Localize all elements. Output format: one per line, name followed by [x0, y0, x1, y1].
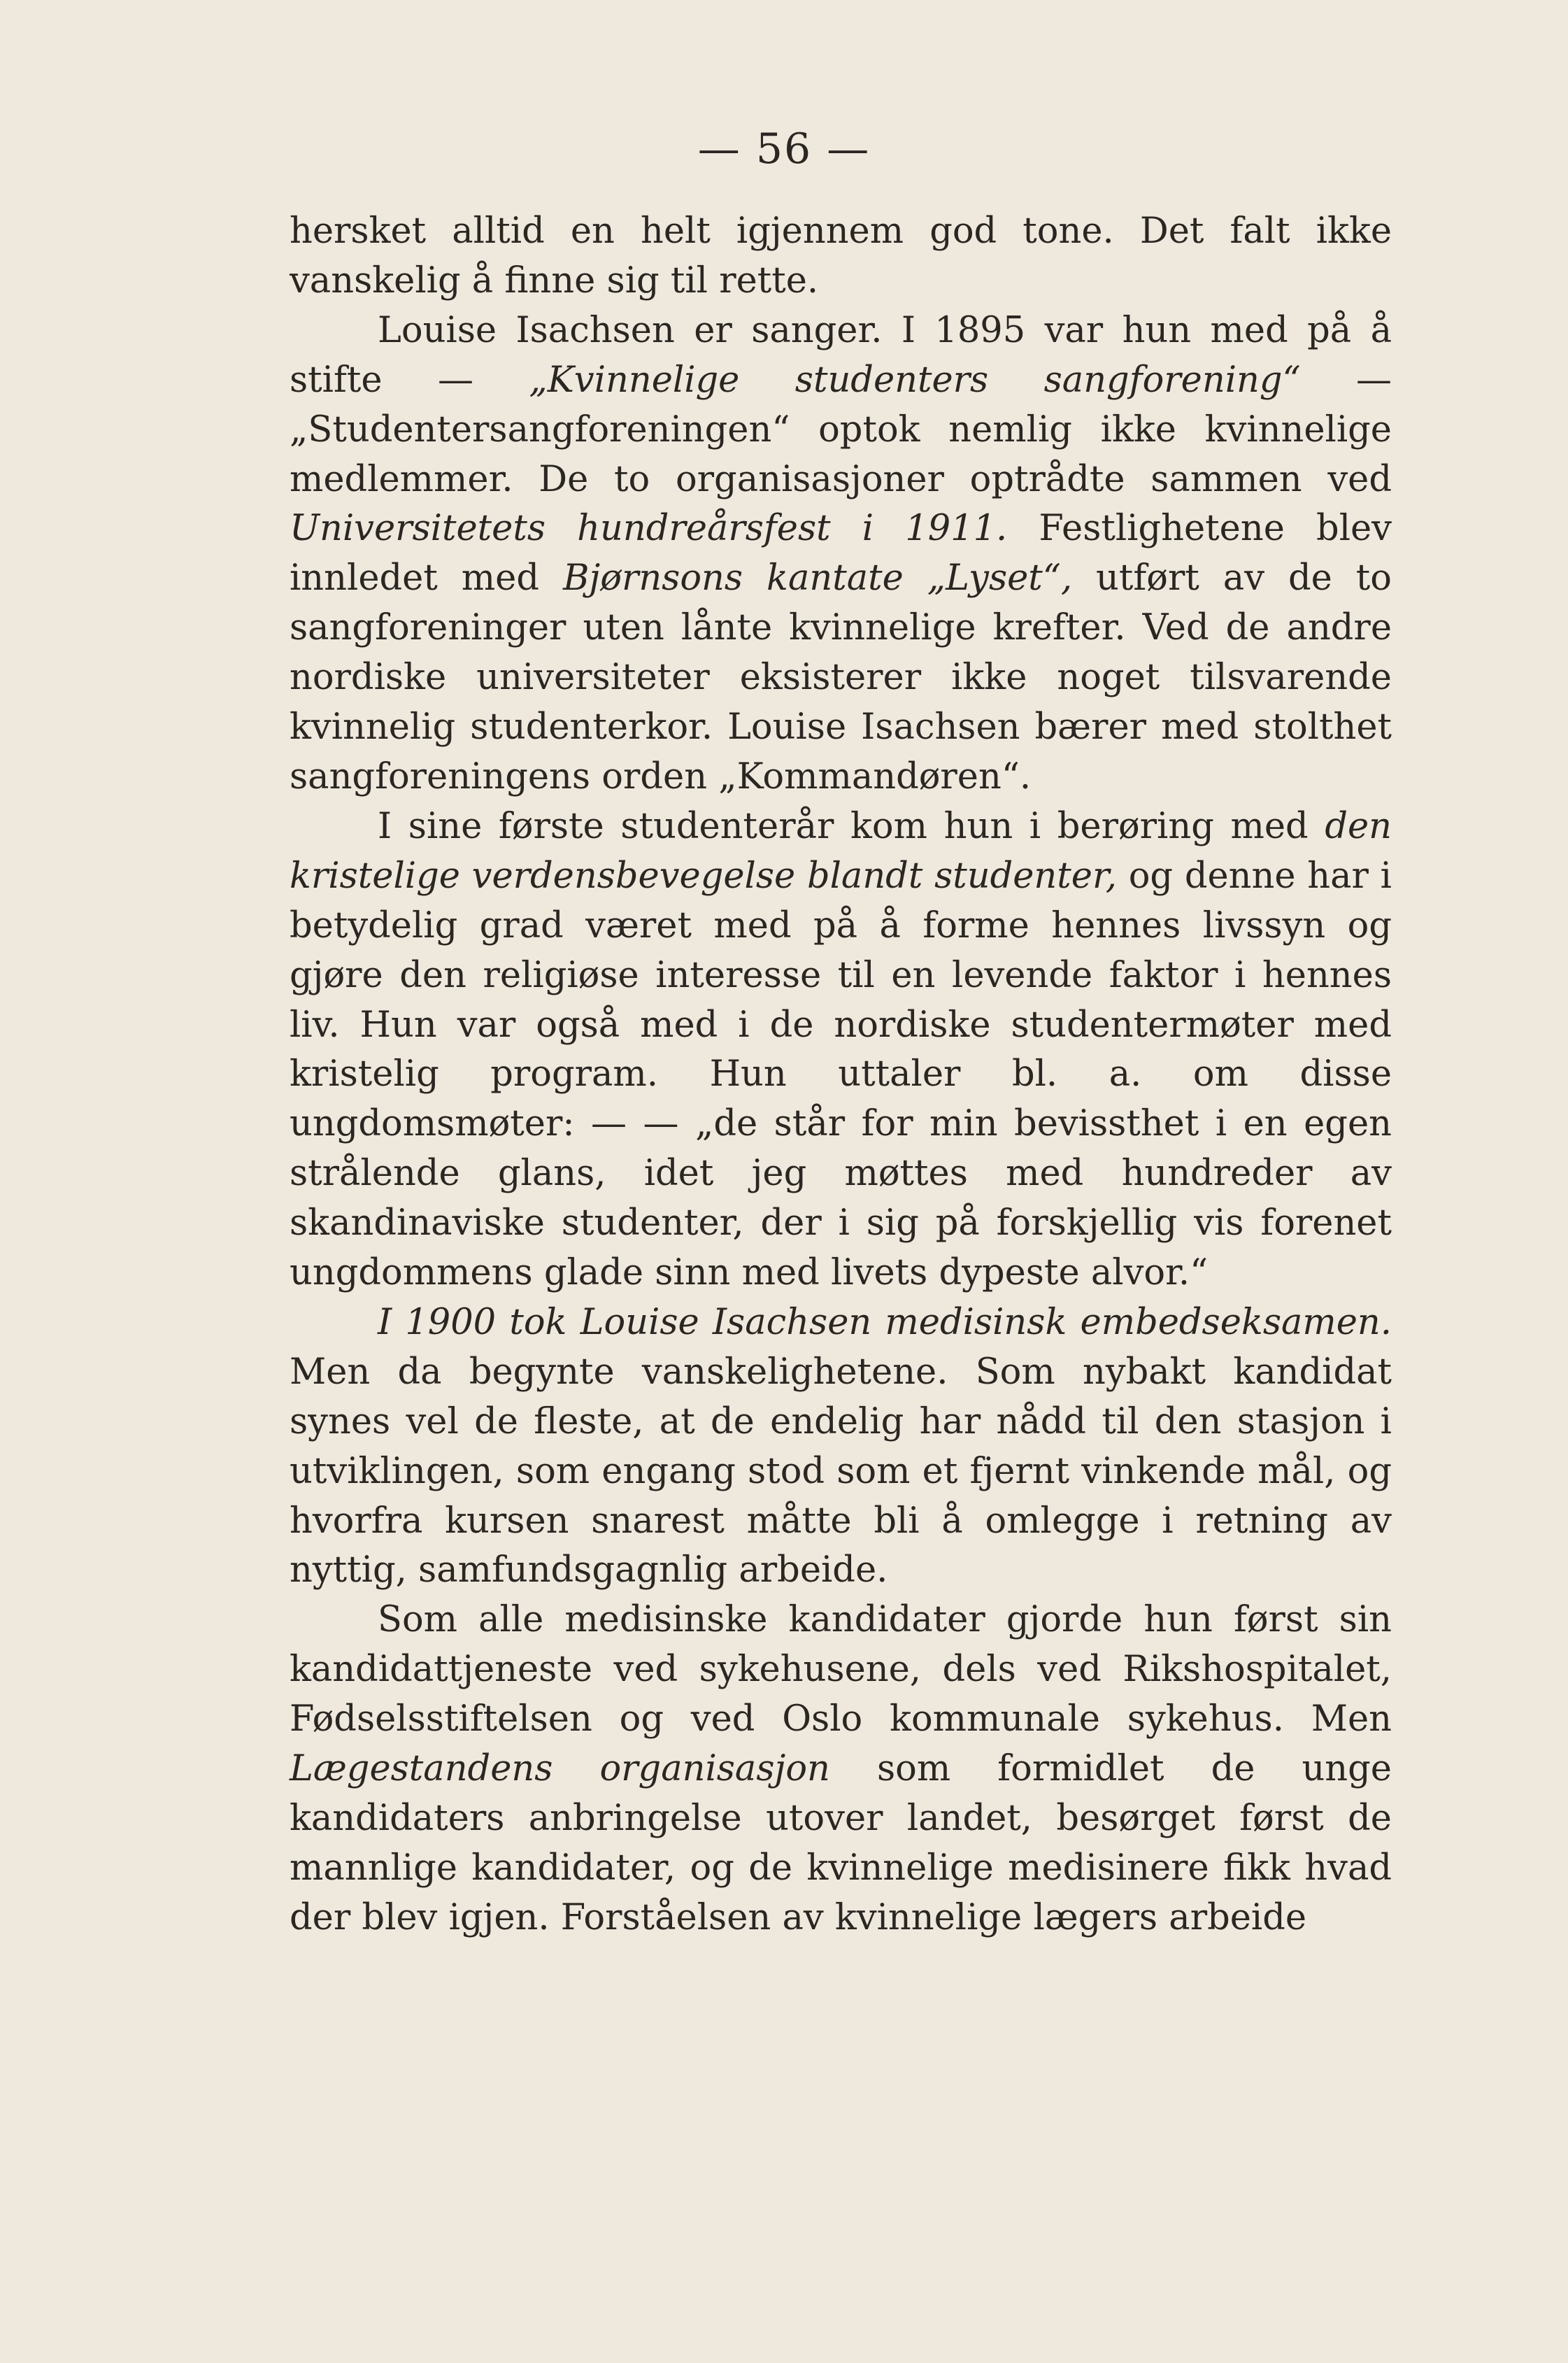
- text-segment: Men da begynte vanskelighetene. Som nybakt kandidat synes vel de fleste, at de endelig har nådd til den stasjon i utviklingen, som engang stod som et fjernt vinkende mål, og hvorfra kursen snarest måtte bli å omlegge i retning av nyttig, samfundsgagnlig arbeide.: [290, 1351, 1392, 1591]
- text-segment: I sine første studenterår kom hun i berøring med: [378, 805, 1325, 847]
- text-segment: utført av de to sangforeninger uten lånte kvinnelige krefter. Ved de andre nordiske universiteter eksisterer ikke noget tilsvarende kvinnelig studenterkor. Louise Isachsen bærer med stolthet sangforeningens orden „Kommandøren“.: [290, 558, 1392, 797]
- text-segment: som formidlet de unge kandidaters anbringelse utover landet, besørget først de mannlige kandidater, og de kvinnelige medisinere fikk hvad der blev igjen. Forståelsen av kvinnelige lægers arbeide: [290, 1748, 1392, 1938]
- italic-segment: den kristelige verdensbevegelse blandt studenter,: [290, 805, 1392, 897]
- body-text: [290, 207, 1392, 1943]
- text-segment: Som alle medisinske kandidater gjorde hun først sin kandidattjeneste ved sykehusene, dels ved Rikshospitalet, Fødselsstiftelsen og ved Oslo kommunale sykehus. Men: [290, 1599, 1392, 1740]
- text-segment: og denne har i betydelig grad været med på å forme hennes livssyn og gjøre den religiøse interesse til en levende faktor i hennes liv. Hun var også med i de nordiske studentermøter med kristelig program. Hun uttaler bl. a. om disse ungdomsmøter: — — „de står for min bevissthet i en egen strålende glans, idet jeg møttes med hundreder av skandinaviske studenter, der i sig på forskjellig vis forenet ungdommens glade sinn med livets dypeste alvor.“: [290, 855, 1392, 1294]
- text-segment: Louise Isachsen er sanger. I 1895 var hun med på å stifte —: [290, 309, 1392, 401]
- italic-segment: Lægestandens organisasjon: [290, 1748, 830, 1790]
- paragraph-1: [290, 207, 1392, 306]
- text-segment: hersket alltid en helt igjennem god tone. Det falt ikke vanskelig å finne sig til rette.: [290, 211, 1392, 301]
- paragraph-3: [290, 802, 1392, 1298]
- text-segment: — „Studentersangforeningen“ optok nemlig ikke kvinnelige medlemmer. De to organisasjoner optrådte sammen ved: [290, 359, 1392, 500]
- paragraph-5: [290, 1596, 1392, 1943]
- italic-segment: Universitetets hundreårsfest i 1911.: [290, 508, 1008, 550]
- italic-segment: „Kvinnelige studenters sangforening“: [529, 359, 1301, 401]
- italic-segment: I 1900 tok Louise Isachsen medisinsk embedseksamen.: [378, 1301, 1392, 1343]
- paragraph-4: [290, 1298, 1392, 1596]
- page-number: — 56 —: [697, 125, 871, 173]
- text-segment: Festlighetene blev innledet med: [290, 508, 1392, 599]
- paragraph-2: [290, 306, 1392, 802]
- italic-segment: Bjørnsons kantate „Lyset“,: [562, 558, 1073, 599]
